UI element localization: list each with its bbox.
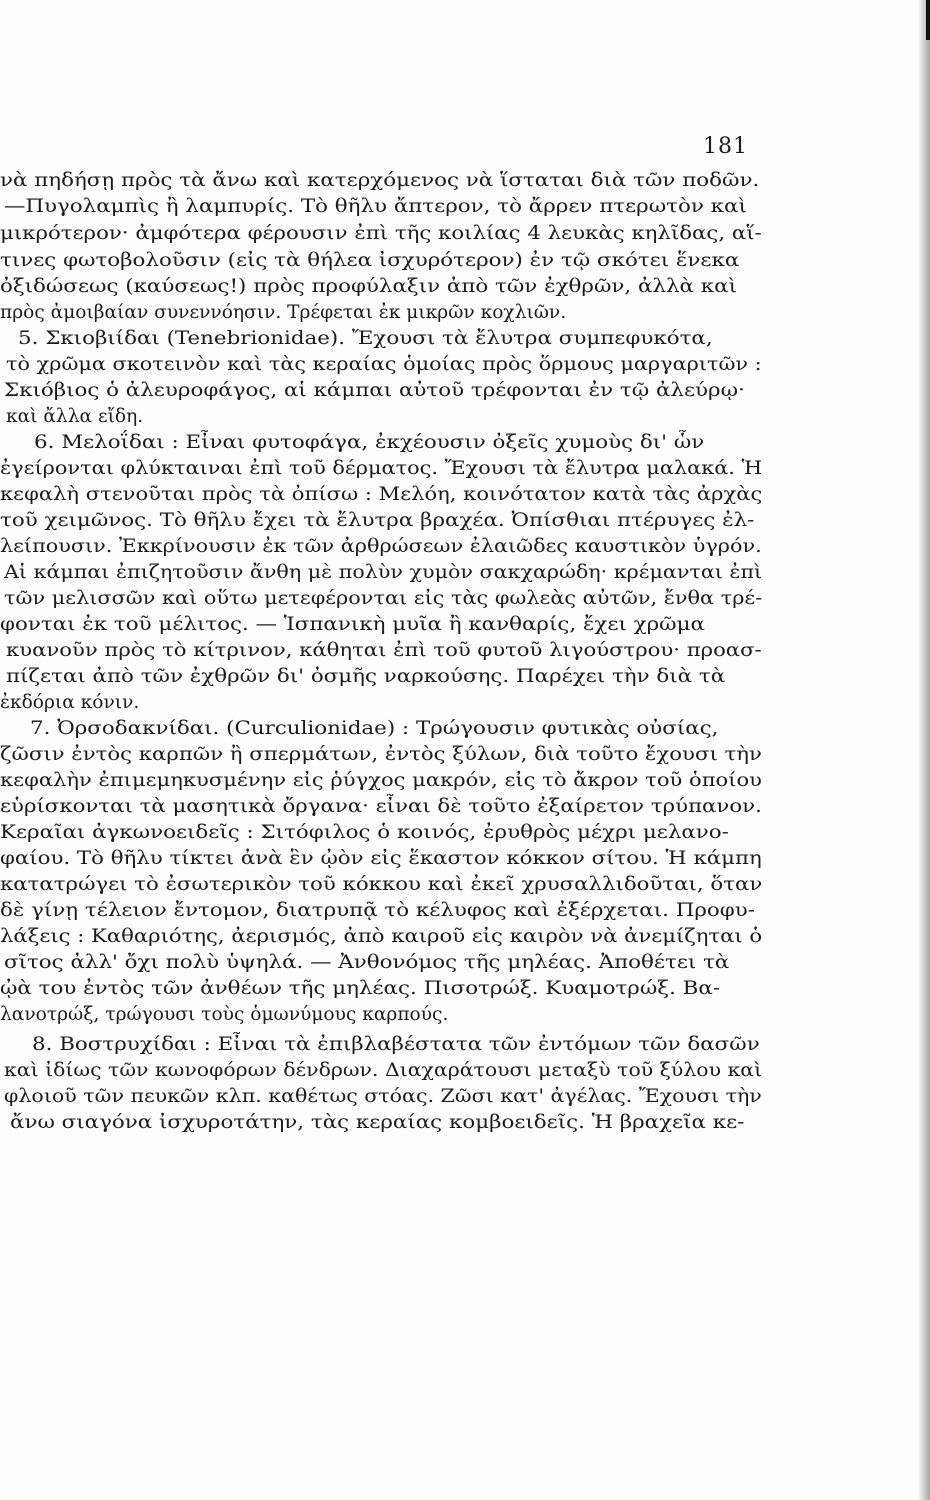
text-line bbox=[0, 716, 930, 742]
text-line bbox=[0, 664, 930, 690]
text-line-content: Σκιόβιος ὁ ἀλευροφάγος, αἱ κάμπαι αὐτοῦ τρέφονται ἐν τῷ ἀλεύρῳ· bbox=[4, 380, 745, 401]
page-edge-mark bbox=[926, 0, 930, 40]
text-line bbox=[0, 820, 930, 846]
text-line bbox=[0, 1058, 930, 1084]
text-line-content: τῶν μελισσῶν καὶ οὕτω μετεφέρονται εἰς τὰς φωλεὰς αὐτῶν, ἔνθα τρέ- bbox=[4, 588, 763, 609]
text-line-content: καὶ ἄλλα εἴδη. bbox=[6, 406, 144, 427]
text-line-content: τοῦ χειμῶνος. Τὸ θῆλυ ἔχει τὰ ἔλυτρα βραχέα. Ὀπίσθιαι πτέρυγες ἐλ- bbox=[0, 510, 755, 531]
text-line bbox=[0, 1032, 930, 1058]
text-line bbox=[0, 352, 930, 378]
text-line-content: φλοιοῦ τῶν πευκῶν κλπ. καθέτως στόας. Ζῶσι κατ' ἀγέλας. Ἔχουσι τὴν bbox=[4, 1086, 762, 1107]
text-line-content: λάξεις : Καθαριότης, ἀερισμός, ἀπὸ καιροῦ εἰς καιρὸν νὰ ἀνεμίζηται ὁ bbox=[0, 926, 763, 947]
text-line bbox=[0, 274, 930, 300]
text-line-content: 8. Βοστρυχίδαι : Εἶναι τὰ ἐπιβλαβέστατα τῶν ἐντόμων τῶν δασῶν bbox=[32, 1034, 760, 1055]
text-line bbox=[0, 1110, 930, 1136]
text-line-content: σῖτος ἀλλ' ὄχι πολὺ ὑψηλά. — Ἀνθονόμος τῆς μηλέας. Ἀποθέτει τὰ bbox=[4, 952, 730, 973]
text-line bbox=[0, 586, 930, 612]
text-line-content: κατατρώγει τὸ ἐσωτερικὸν τοῦ κόκκου καὶ ἐκεῖ χρυσαλλιδοῦται, ὅταν bbox=[0, 874, 763, 895]
text-line-content: Κεραῖαι ἀγκωνοειδεῖς : Σιτόφιλος ὁ κοινός, ἐρυθρὸς μέχρι μελανο- bbox=[0, 822, 729, 843]
text-line-content: 5. Σκιοβιίδαι (Tenebrionidae). Ἔχουσι τὰ ἔλυτρα συμπεφυκότα, bbox=[18, 328, 713, 349]
text-line bbox=[0, 456, 930, 482]
text-line bbox=[0, 168, 930, 194]
text-line bbox=[0, 924, 930, 950]
text-line-content: τινες φωτοβολοῦσιν (εἰς τὰ θήλεα ἰσχυρότερον) ἐν τῷ σκότει ἕνεκα bbox=[0, 250, 740, 271]
text-line-content: —Πυγολαμπὶς ἢ λαμπυρίς. Τὸ θῆλυ ἄπτερον, τὸ ἄρρεν πτερωτὸν καὶ bbox=[4, 196, 747, 217]
text-line bbox=[0, 612, 930, 638]
page-number: 181 bbox=[703, 134, 748, 159]
text-line bbox=[0, 300, 930, 326]
text-line-content: 7. Ὀρσοδακνίδαι. (Curculionidae) : Τρώγουσιν φυτικὰς οὐσίας, bbox=[30, 718, 719, 739]
text-line-content: 6. Μελοΐδαι : Εἶναι φυτοφάγα, ἐκχέουσιν ὀξεῖς χυμοὺς δι' ὧν bbox=[34, 432, 705, 453]
text-line-content: ὀξιδώσεως (καύσεως!) πρὸς προφύλαξιν ἀπὸ τῶν ἐχθρῶν, ἀλλὰ καὶ bbox=[0, 276, 737, 297]
text-line bbox=[0, 794, 930, 820]
text-line-content: ἄνω σιαγόνα ἰσχυροτάτην, τὰς κεραίας κομβοειδεῖς. Ἡ βραχεῖα κε- bbox=[10, 1112, 745, 1133]
text-line-content: κυανοῦν πρὸς τὸ κίτρινον, κάθηται ἐπὶ τοῦ φυτοῦ λιγούστρου· προασ- bbox=[6, 640, 762, 661]
text-line bbox=[0, 742, 930, 768]
text-line-content: φαίου. Τὸ θῆλυ τίκτει ἀνὰ ἓν ᾠὸν εἰς ἕκαστον κόκκον σίτου. Ἡ κάμπη bbox=[0, 848, 762, 869]
text-line-content: πρὸς ἀμοιβαίαν συνεννόησιν. Τρέφεται ἐκ μικρῶν κοχλιῶν. bbox=[0, 302, 567, 323]
text-line-content: ἐγείρονται φλύκταιναι ἐπὶ τοῦ δέρματος. Ἔχουσι τὰ ἔλυτρα μαλακά. Ἡ bbox=[0, 458, 763, 479]
text-line-content: δὲ γίνῃ τέλειον ἔντομον, διατρυπᾷ τὸ κέλυφος καὶ ἐξέρχεται. Προφυ- bbox=[0, 900, 756, 921]
text-line bbox=[0, 378, 930, 404]
text-line bbox=[0, 248, 930, 274]
text-line-content: ᾠὰ του ἐντὸς τῶν ἀνθέων τῆς μηλέας. Πισοτρώξ. Κυαμοτρώξ. Βα- bbox=[0, 978, 721, 999]
text-line bbox=[0, 560, 930, 586]
text-line-content: μικρότερον· ἀμφότερα φέρουσιν ἐπὶ τῆς κοιλίας 4 λευκὰς κηλῖδας, αἵ- bbox=[0, 223, 762, 244]
text-line-content: φονται ἐκ τοῦ μέλιτος. — Ἱσπανικὴ μυῖα ἢ κανθαρίς, ἔχει χρῶμα bbox=[0, 614, 705, 635]
text-line bbox=[0, 404, 930, 430]
text-line bbox=[0, 690, 930, 716]
text-line bbox=[0, 482, 930, 508]
text-line-content: νὰ πηδήσῃ πρὸς τὰ ἄνω καὶ κατερχόμενος νὰ ἵσταται διὰ τῶν ποδῶν. bbox=[0, 170, 760, 191]
text-line-content: ζῶσιν ἐντὸς καρπῶν ἢ σπερμάτων, ἐντὸς ξύλων, διὰ τοῦτο ἔχουσι τὴν bbox=[0, 744, 762, 765]
text-line-content: Αἱ κάμπαι ἐπιζητοῦσιν ἄνθη μὲ πολὺν χυμὸν σακχαρώδη· κρέμανται ἐπὶ bbox=[4, 562, 763, 583]
text-line bbox=[0, 872, 930, 898]
text-line bbox=[0, 1084, 930, 1110]
text-line-content: ἐκδόρια κόνιν. bbox=[0, 692, 140, 713]
text-line-content: καὶ ἰδίως τῶν κωνοφόρων δένδρων. Διαχαράτουσι μεταξὺ τοῦ ξύλου καὶ bbox=[4, 1060, 763, 1081]
text-line-content: κεφαλὴ στενοῦται πρὸς τὰ ὀπίσω : Μελόη, κοινότατον κατὰ τὰς ἀρχὰς bbox=[0, 484, 763, 505]
text-line-content: λανοτρώξ, τρώγουσι τοὺς ὁμωνύμους καρπούς. bbox=[0, 1004, 449, 1025]
text-line-content: τὸ χρῶμα σκοτεινὸν καὶ τὰς κεραίας ὁμοίας πρὸς ὅρμους μαργαριτῶν : bbox=[6, 354, 762, 375]
text-line bbox=[0, 898, 930, 924]
text-line bbox=[0, 950, 930, 976]
text-line-content: πίζεται ἀπὸ τῶν ἐχθρῶν δι' ὀσμῆς ναρκούσης. Παρέχει τὴν διὰ τὰ bbox=[6, 666, 726, 687]
text-line bbox=[0, 1002, 930, 1028]
text-line bbox=[0, 638, 930, 664]
text-line bbox=[0, 534, 930, 560]
text-line bbox=[0, 326, 930, 352]
text-line bbox=[0, 768, 930, 794]
text-line bbox=[0, 846, 930, 872]
text-line bbox=[0, 221, 930, 247]
text-line bbox=[0, 194, 930, 220]
text-line bbox=[0, 976, 930, 1002]
text-line-content: λείπουσιν. Ἐκκρίνουσιν ἐκ τῶν ἀρθρώσεων ἐλαιῶδες καυστικὸν ὑγρόν. bbox=[0, 536, 762, 557]
text-line-content: κεφαλὴν ἐπιμεμηκυσμένην εἰς ῥύγχος μακρόν, εἰς τὸ ἄκρον τοῦ ὁποίου bbox=[0, 770, 762, 791]
text-line bbox=[0, 508, 930, 534]
text-line bbox=[0, 430, 930, 456]
text-line-content: εὑρίσκονται τὰ μασητικὰ ὄργανα· εἶναι δὲ τοῦτο ἐξαίρετον τρύπανον. bbox=[0, 796, 762, 817]
